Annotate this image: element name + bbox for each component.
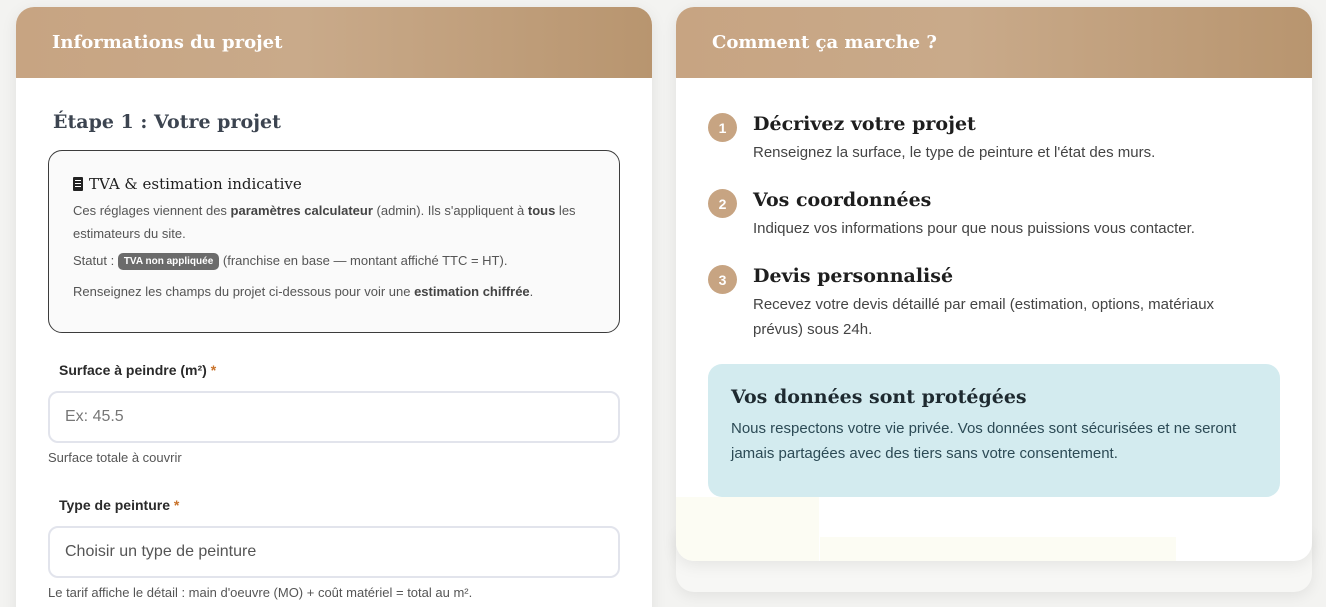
project-info-card — [16, 7, 652, 607]
step-item — [708, 187, 1268, 241]
step-description: Recevez votre devis détaillé par email (estimation, options, matériaux prévus) sous 24h. — [753, 296, 1215, 338]
surface-input[interactable] — [48, 391, 620, 443]
project-info-header — [16, 7, 652, 78]
step-title: Devis personnalisé — [753, 265, 954, 287]
step-item — [708, 111, 1268, 165]
surface-label: Surface à peindre (m²) * — [59, 362, 217, 378]
decorative-bg — [820, 537, 1176, 561]
step-item — [708, 263, 1268, 342]
tva-title-text: TVA & estimation indicative — [89, 175, 302, 193]
tva-title — [73, 175, 595, 193]
paint-type-help: Le tarif affiche le détail : main d'oeuvre (MO) + coût matériel = total au m². — [48, 585, 473, 600]
decorative-bg — [676, 497, 819, 561]
tva-instructions: Renseignez les champs du projet ci-dessous pour voir une estimation chiffrée. — [73, 284, 534, 299]
tva-status: Statut : TVA non appliquée (franchise en base — montant affiché TTC = HT). — [73, 253, 508, 268]
step-title: Décrivez votre projet — [753, 113, 976, 135]
project-info-title: Informations du projet — [52, 32, 283, 53]
step-description: Indiquez vos informations pour que nous puissions vous contacter. — [753, 220, 1195, 237]
paint-type-label: Type de peinture * — [59, 497, 180, 513]
step-number: 3 — [708, 265, 737, 294]
required-marker: * — [210, 362, 217, 378]
privacy-text: Nous respectons votre vie privée. Vos données sont sécurisées et ne seront jamais partagées avec des tiers sans votre consentement. — [731, 420, 1237, 462]
surface-help: Surface totale à couvrir — [48, 450, 182, 465]
paint-type-select[interactable] — [48, 526, 620, 578]
step-number: 1 — [708, 113, 737, 142]
step-number: 2 — [708, 189, 737, 218]
privacy-notice — [708, 364, 1280, 497]
tva-description: Ces réglages viennent des paramètres calculateur (admin). Ils s'appliquent à tous les estimateurs du site. — [73, 203, 576, 241]
receipt-icon — [73, 177, 83, 191]
required-marker: * — [173, 497, 180, 513]
how-it-works-title: Comment ça marche ? — [712, 32, 937, 53]
privacy-title: Vos données sont protégées — [731, 386, 1027, 408]
paint-type-selected: Choisir un type de peinture — [65, 543, 257, 560]
step-title: Étape 1 : Votre projet — [53, 111, 281, 133]
status-badge: TVA non appliquée — [118, 253, 219, 270]
surface-placeholder: Ex: 45.5 — [65, 408, 124, 425]
tva-info-box — [48, 150, 620, 333]
steps-list — [708, 111, 1268, 364]
step-description: Renseignez la surface, le type de peinture et l'état des murs. — [753, 144, 1156, 161]
step-title: Vos coordonnées — [753, 189, 932, 211]
how-it-works-header — [676, 7, 1312, 78]
how-it-works-card — [676, 7, 1312, 561]
